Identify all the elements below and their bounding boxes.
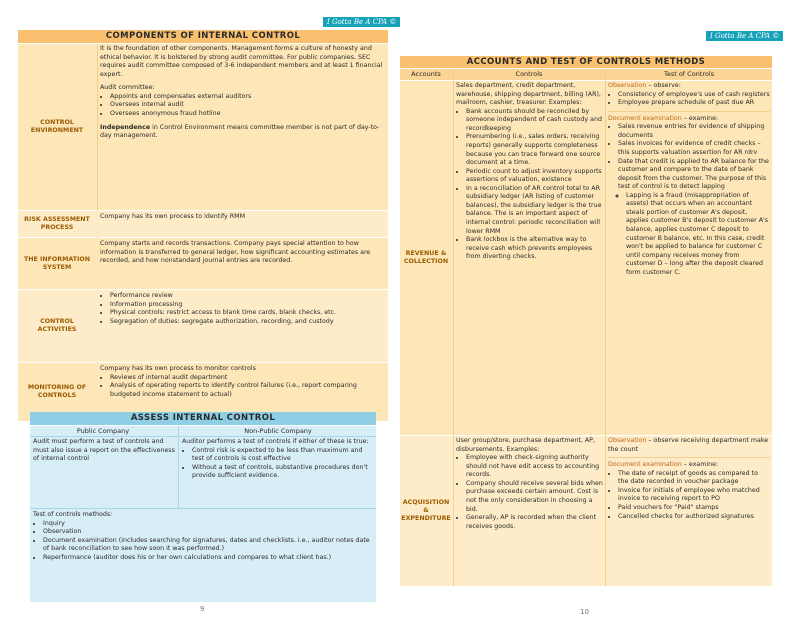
list-item: • Physical controls: restrict access to blank time cards, blank checks, etc. [110, 309, 385, 318]
component-label: CONTROL ENVIRONMENT [30, 119, 84, 134]
observation-label: Observation [608, 82, 647, 89]
methods-intro: Test of controls methods: [33, 511, 113, 518]
list-item: • Paid vouchers for "Paid" stamps [618, 504, 770, 513]
public-text: Audit must perform a test of controls and must also issue a report on the effectiveness of internal control [33, 438, 175, 463]
document-suffix: – examine: [681, 114, 719, 122]
account-label: ACQUISITION & EXPENDITURE [401, 499, 451, 522]
page-number-left: 9 [200, 605, 205, 613]
left-page [18, 30, 391, 630]
account-label: REVENUE & COLLECTION [403, 250, 449, 265]
list-item: • Without a test of controls, substantive procedures don't provide sufficient evidence. [192, 464, 374, 481]
col-header-test: Test of Controls [663, 70, 715, 78]
component-text: Company starts and records transactions. Company pays special attention to how information is transferred to general ledger, how significant accounting estimates are recorded, and how nonstandard journal entries are recorded. [100, 240, 371, 265]
list-item: • Appoints and compensates external auditors [110, 93, 385, 102]
list-item: • Invoice for initials of employee who matched invoice to receiving report to PO [618, 487, 770, 504]
list-item: • Bank accounts should be reconciled by someone independent of cash custody and recordkeeping [466, 108, 603, 134]
public-header: Public Company [76, 427, 130, 435]
lapping-list [608, 192, 770, 278]
independence-text: in Control Environment means committee member is not part of day-to-day management. [100, 123, 380, 140]
list-item: • Consistency of employee's use of cash registers [618, 91, 770, 100]
list-item: • Company should receive several bids when purchase exceeds certain amount. Cost is not the only consideration in choosing a bid. [466, 480, 603, 514]
nonpublic-cell [182, 438, 374, 481]
brand-text: I Gotta Be A CPA [710, 32, 771, 40]
observation-heading [608, 82, 770, 91]
brand-logo-right: I Gotta Be A CPA © [706, 31, 783, 41]
list-item: • Analysis of operating reports to identify control failures (i.e., report comparing budgeted income statement to actual) [110, 382, 385, 399]
component-row-control-activities [18, 290, 388, 362]
test-cell [608, 437, 770, 585]
component-label: MONITORING OF CONTROLS [27, 384, 87, 399]
methods-cell [33, 511, 373, 562]
list-item: • Bank lockbox is the alternative way to receive cash which prevents employees from diverting checks. [466, 236, 603, 262]
controls-intro: User group/store, purchase department, AP, disbursements. Examples: [456, 437, 595, 453]
list-item: • Prenumbering (i.e., sales orders, receiving reports) generally supports completeness because you can trace forward one source document at a time. [466, 133, 603, 167]
document-label: Document examination [608, 461, 682, 469]
list-item: • Periodic count to adjust inventory supports assertions of valuation, existence [466, 168, 603, 185]
col-header-accounts: Accounts [411, 70, 441, 78]
component-text [100, 365, 385, 399]
page-number-right: 10 [580, 608, 589, 616]
component-text [100, 45, 385, 209]
components-title: COMPONENTS OF INTERNAL CONTROL [18, 30, 388, 43]
list-item: • The date of receipt of goods as compared to the date recorded in voucher package [618, 470, 770, 487]
nonpublic-list [182, 447, 374, 481]
independence-label: Independence [100, 123, 151, 131]
document-label: Document examination [608, 114, 682, 122]
methods-list [33, 520, 373, 563]
list-item: • Generally, AP is recorded when the client receives goods. [466, 514, 603, 531]
list-item: • Sales invoices for evidence of credit checks – this supports valuation assertion for AR rdrv [618, 140, 770, 157]
list-item: • Observation [43, 528, 373, 537]
list-item: • Oversees anonymous fraud hotline [110, 110, 385, 119]
audit-committee-list [100, 93, 385, 119]
list-item: • Employee with check-signing authority should not have edit access to accounting records. [466, 454, 603, 480]
list-item: • Segregation of duties: segregate authorization, recording, and custody [110, 318, 385, 327]
brand-text: I Gotta Be A CPA [327, 18, 388, 26]
list-item: • Inquiry [43, 520, 373, 529]
list-item: • Control risk is expected to be less than maximum and test of controls is cost effective [192, 447, 374, 464]
list-item: • Reperformance (auditor does his or her own calculations and compares to what client has.) [43, 554, 373, 563]
controls-cell [456, 82, 603, 434]
controls-intro: Sales department, credit department, warehouse, shipping department, billing (AR), mailroom, cashier, treasurer. Examples: [456, 82, 601, 107]
observation-list [608, 91, 770, 108]
nonpublic-intro: Auditor performs a test of controls if either of these is true: [182, 438, 369, 445]
list-item: • Information processing [110, 301, 385, 310]
brand-logo-left: I Gotta Be A CPA © [323, 17, 400, 27]
list-item: • Sales revenue entries for evidence of shipping documents [618, 123, 770, 140]
observation-label: Observation [608, 437, 647, 444]
list-item: • Employee prepare schedule of past due AR [618, 99, 770, 108]
list-item: • Reviews of internal audit department [110, 374, 385, 383]
component-text: Company has its own process to identify RMM [100, 213, 246, 220]
test-cell [608, 82, 770, 434]
nonpublic-header: Non-Public Company [244, 427, 312, 435]
list-item: • Date that credit is applied to AR balance for the customer and compare to the date of bank deposit from the customer. The purpose of this test of control is to detect lapping [618, 158, 770, 192]
right-page [400, 56, 772, 586]
component-label: RISK ASSESSMENT PROCESS [24, 216, 90, 231]
list-item: • Cancelled checks for authorized signatures [618, 513, 770, 522]
col-header-controls: Controls [515, 70, 543, 78]
list-item: • Performance review [110, 292, 385, 301]
account-row-acquisition [400, 436, 772, 586]
document-list [608, 470, 770, 521]
list-item: • Document examination (includes searching for signatures, dates and checklists. i.e., auditor notes date of bank reconciliation to see how soon it was performed.) [43, 537, 373, 554]
audit-committee-intro: Audit committee: [100, 84, 155, 92]
observation-heading [608, 437, 770, 454]
component-label: CONTROL ACTIVITIES [37, 318, 77, 333]
controls-list [456, 108, 603, 262]
component-row-information-system [18, 238, 388, 289]
controls-list [456, 454, 603, 531]
control-env-paragraph: It is the foundation of other components. Management forms a culture of honesty and ethical behavior. It is bolstered by strong audit committee. For public companies, SEC requires audit committee composed of 3-6 independent members and at least 1 financial expert. [100, 45, 383, 78]
component-row-control-environment [18, 44, 388, 210]
list-item: • In a reconciliation of AR control total to AR subsidiary ledger (AR listing of customer balances), the subsidiary ledger is the true balance. The is an important aspect of internal control: periodic reconciliation will lower RMM [466, 185, 603, 236]
independence-note [100, 124, 385, 141]
component-text [100, 292, 385, 326]
account-row-revenue [400, 81, 772, 435]
control-activities-list [100, 292, 385, 326]
observation-suffix: – observe receiving department make the count [608, 437, 769, 453]
document-heading [608, 115, 770, 124]
list-item: ◦ Lapping is a fraud (misappropriation of assets) that occurs when an accountant steals portion of customer A's deposit, applies customer B's deposit to customer A's balance, applies customer C deposit to customer B balance, etc. In this case, credit won't be applied to balance for customer C until company receives money from customer D – long after the deposit cleared form customer C. [626, 192, 770, 278]
assess-title: ASSESS INTERNAL CONTROL [30, 412, 376, 425]
document-list [608, 123, 770, 192]
monitoring-text: Company has its own process to monitor controls [100, 365, 256, 372]
monitoring-list [100, 374, 385, 400]
component-label: THE INFORMATION SYSTEM [23, 255, 91, 271]
document-heading [608, 461, 770, 470]
controls-cell [456, 437, 603, 585]
observation-suffix: – observe: [646, 82, 681, 89]
document-suffix: – examine: [681, 461, 719, 469]
accounts-title: ACCOUNTS AND TEST OF CONTROLS METHODS [400, 56, 772, 68]
component-row-risk-assessment [18, 211, 388, 237]
list-item: • Oversees internal audit [110, 101, 385, 110]
assess-table [30, 426, 376, 602]
